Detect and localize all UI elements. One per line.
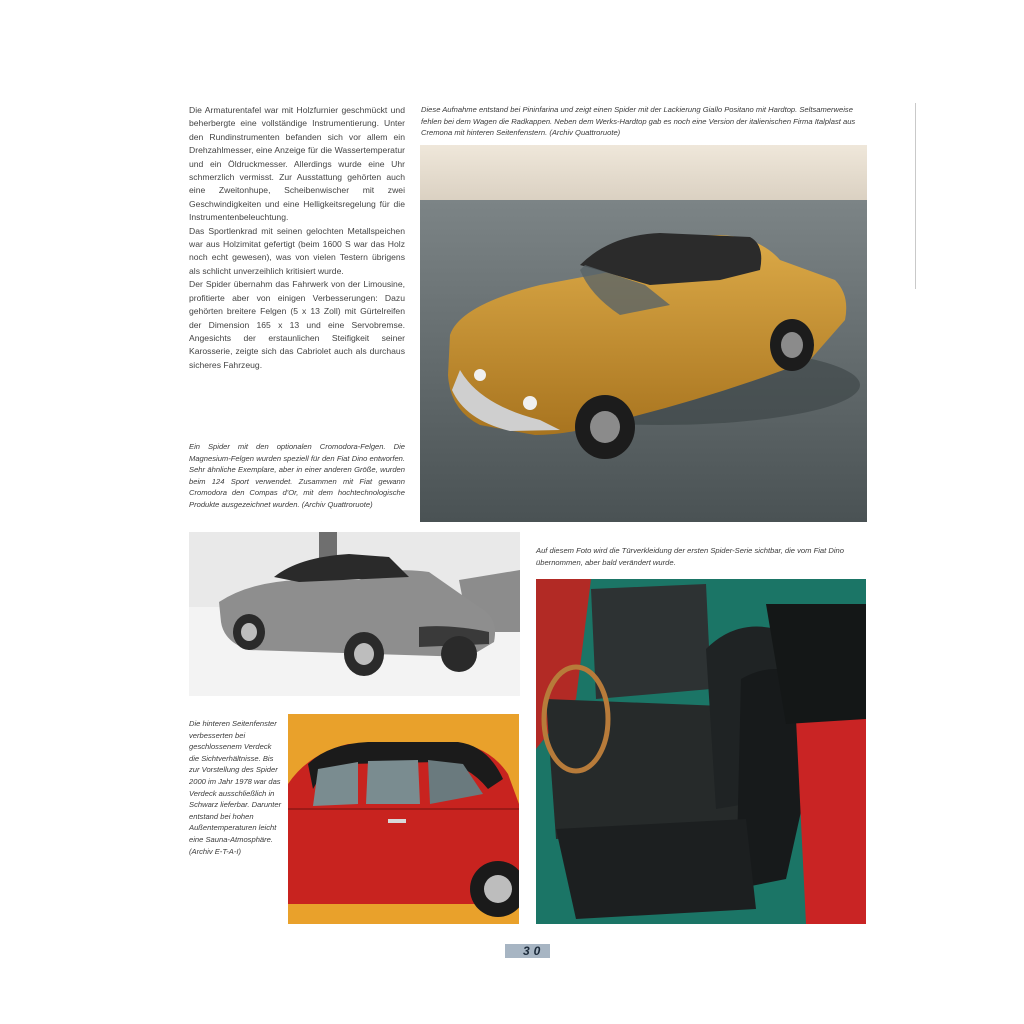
body-paragraph: Das Sportlenkrad mit seinen gelochten Metallspeichen war aus Holzimitat gefertigt (beim 1600 S war das Holz noch echt gewesen), was von vielen Testern übrigens als schlicht unverzeihlich kritisiert wurde. bbox=[189, 225, 405, 276]
page-edge-mark bbox=[915, 103, 916, 289]
body-paragraph: Die Armaturentafel war mit Holzfurnier geschmückt und beherbergte eine vollständige Instrumentierung. Unter den Rundinstrumenten befanden sich vor allem ein Drehzahlmesser, eine Anzeige für die Wassertemperatur und ein Öldruckmesser. Allerdings wurde eine Uhr schmerzlich vermisst. Zur Ausstattung gehörten auch eine Zweitonhupe, Scheibenwischer mit zwei Geschwindigkeiten und eine Helligkeitsregelung für die Instrumentenbeleuchtung. bbox=[189, 105, 405, 223]
bw-spider-illustration bbox=[189, 532, 520, 696]
photo-bw-spider bbox=[189, 532, 520, 696]
caption-cromodora-spider: Ein Spider mit den optionalen Cromodora-Felgen. Die Magnesium-Felgen wurden speziell für den Fiat Dino entworfen. Sehr ähnliche Exemplare, aber in einer anderen Größe, wurden beim 124 Sport verwendet. Zusammen mit Fiat gewann Cromodora den Compas d'Or, mit dem hochtechnologische Produkte ausgezeichnet wurden. (Archiv Quattroruote) bbox=[189, 442, 405, 509]
caption-hardtop-side: Die hinteren Seitenfenster verbesserten bei geschlossenem Verdeck die Sichtverhältnisse. Bis zur Vorstellung des Spider 2000 im Jahr 1978 war das Verdeck ausschließlich in Schwarz lieferbar. Darunter entstand bei hohen Außentemperaturen leicht eine Sauna-Atmosphäre. (Archiv E-T-A-I) bbox=[189, 719, 282, 856]
red-hardtop-illustration bbox=[288, 714, 519, 924]
body-paragraph: Der Spider übernahm das Fahrwerk von der Limousine, profitierte aber von einigen Verbesserungen: Dazu gehörten breitere Felgen (5 x 13 Zoll) mit Gürtelreifen der Dimension 165 x 13 und eine Servobremse. Angesichts der erstaunlichen Steifigkeit seiner Karosserie, zeigte sich das Cabriolet auch als durchaus sicheres Fahrzeug. bbox=[189, 279, 405, 370]
photo-interior bbox=[536, 579, 866, 924]
caption-interior: Auf diesem Foto wird die Türverkleidung der ersten Spider-Serie sichtbar, die vom Fiat Dino übernommen, aber bald verändert wurde. bbox=[536, 546, 844, 567]
photo-red-hardtop bbox=[288, 714, 519, 924]
caption-yellow-spider: Diese Aufnahme entstand bei Pininfarina und zeigt einen Spider mit der Lackierung Giallo Positano mit Hardtop. Seltsamerweise fehlen bei dem Wagen die Radkappen. Neben dem Werks-Hardtop gab es noch eine Version der italienischen Firma Italplast aus Cremona mit hinteren Seitenfenstern. (Archiv Quattroruote) bbox=[421, 105, 856, 138]
page-number: 30 bbox=[523, 944, 545, 958]
body-text-column bbox=[189, 104, 405, 372]
page-number-box bbox=[505, 944, 550, 958]
interior-illustration bbox=[536, 579, 866, 924]
photo-yellow-spider bbox=[420, 145, 867, 522]
yellow-spider-illustration bbox=[420, 145, 867, 522]
